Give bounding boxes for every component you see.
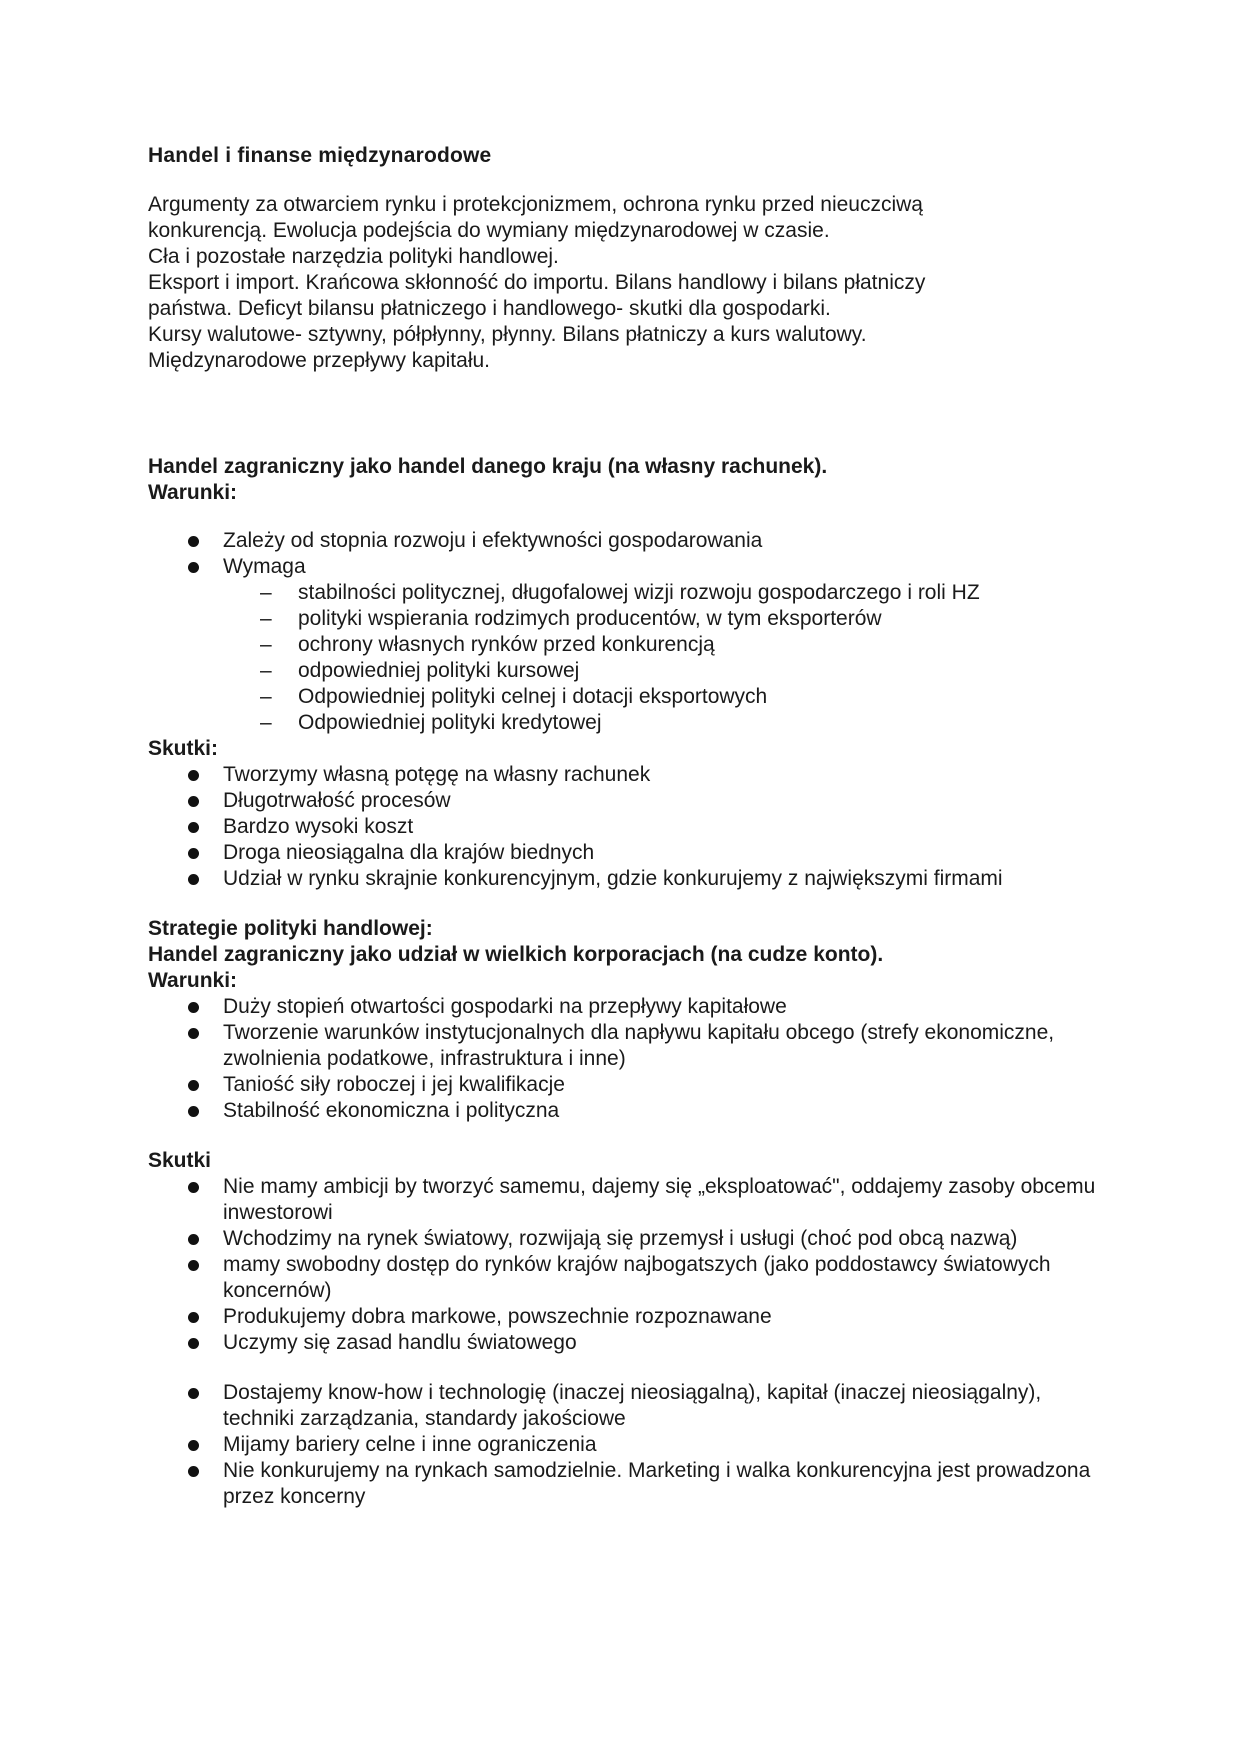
bullet-icon [188, 1312, 199, 1323]
document-page [148, 144, 1108, 1510]
bullet-icon [188, 822, 199, 833]
dash-icon: – [260, 633, 272, 656]
list-item: Tworzymy własną potęgę na własny rachunek [148, 762, 1108, 788]
list-item: Wchodzimy na rynek światowy, rozwijają się przemysł i usługi (choć pod obcą nazwą) [148, 1226, 1108, 1252]
list-item: Nie konkurujemy na rynkach samodzielnie. Marketing i walka konkurencyjna jest prowadzona przez koncerny [148, 1458, 1108, 1510]
intro-paragraph [148, 192, 1108, 374]
bullet-icon [188, 1182, 199, 1193]
list-item: – polityki wspierania rodzimych producentów, w tym eksporterów [260, 607, 882, 630]
bullet-icon [188, 1106, 199, 1117]
bullet-icon [188, 536, 199, 547]
list-item: Mijamy bariery celne i inne ograniczenia [148, 1432, 1108, 1458]
dash-icon: – [260, 607, 272, 630]
list-item: – Odpowiedniej polityki kredytowej [260, 711, 602, 734]
section1-effects-list [148, 762, 1108, 892]
list-item: – odpowiedniej polityki kursowej [260, 659, 580, 682]
bullet-icon [188, 1338, 199, 1349]
section2-conditions-list [148, 994, 1108, 1124]
section1-heading: Handel zagraniczny jako handel danego kraju (na własny rachunek). [148, 455, 828, 478]
section1-effects-label: Skutki: [148, 737, 219, 760]
section2-effects-list-a [148, 1174, 1108, 1356]
bullet-icon [188, 796, 199, 807]
strategies-label: Strategie polityki handlowej: [148, 917, 433, 940]
bullet-icon [188, 1440, 199, 1451]
intro-line: Międzynarodowe przepływy kapitału. [148, 349, 490, 372]
section1-requirements-list [148, 580, 1108, 736]
bullet-icon [188, 1260, 199, 1271]
bullet-icon [188, 874, 199, 885]
section2-conditions-label: Warunki: [148, 969, 238, 992]
list-item: – Odpowiedniej polityki celnej i dotacji eksportowych [260, 685, 768, 708]
intro-line: Eksport i import. Krańcowa skłonność do importu. Bilans handlowy i bilans płatniczy [148, 271, 926, 294]
section2-effects-label: Skutki [148, 1149, 212, 1172]
intro-line: konkurencją. Ewolucja podejścia do wymiany międzynarodowej w czasie. [148, 219, 830, 242]
list-item: Udział w rynku skrajnie konkurencyjnym, gdzie konkurujemy z największymi firmami [148, 866, 1108, 892]
section2-heading: Handel zagraniczny jako udział w wielkich korporacjach (na cudze konto). [148, 943, 884, 966]
bullet-icon [188, 1028, 199, 1039]
intro-line: państwa. Deficyt bilansu płatniczego i handlowego- skutki dla gospodarki. [148, 297, 831, 320]
bullet-icon [188, 1466, 199, 1477]
dash-icon: – [260, 659, 272, 682]
list-item: Bardzo wysoki koszt [148, 814, 1108, 840]
list-item: Duży stopień otwartości gospodarki na przepływy kapitałowe [148, 994, 1108, 1020]
bullet-icon [188, 1080, 199, 1091]
list-item: Taniość siły roboczej i jej kwalifikacje [148, 1072, 1108, 1098]
intro-line: Cła i pozostałe narzędzia polityki handlowej. [148, 245, 559, 268]
document-title: Handel i finanse międzynarodowe [148, 144, 492, 167]
list-item: Stabilność ekonomiczna i polityczna [148, 1098, 1108, 1124]
list-item: Długotrwałość procesów [148, 788, 1108, 814]
bullet-icon [188, 1234, 199, 1245]
list-item: Dostajemy know-how i technologię (inaczej nieosiągalną), kapitał (inaczej nieosiągalny), techniki zarządzania, standardy jakościowe [148, 1380, 1108, 1432]
dash-icon: – [260, 685, 272, 708]
section1-conditions-list [148, 528, 1108, 580]
bullet-icon [188, 1388, 199, 1399]
bullet-icon [188, 562, 199, 573]
bullet-icon [188, 770, 199, 781]
bullet-icon [188, 848, 199, 859]
list-item: Nie mamy ambicji by tworzyć samemu, dajemy się „eksploatować", oddajemy zasoby obcemu inwestorowi [148, 1174, 1108, 1226]
intro-line: Kursy walutowe- sztywny, półpłynny, płynny. Bilans płatniczy a kurs walutowy. [148, 323, 867, 346]
list-item: Produkujemy dobra markowe, powszechnie rozpoznawane [148, 1304, 1108, 1330]
section1-conditions-label: Warunki: [148, 481, 238, 504]
list-item: Wymaga [148, 554, 1108, 580]
section2-effects-list-b [148, 1380, 1108, 1510]
bullet-icon [188, 1002, 199, 1013]
list-item: Uczymy się zasad handlu światowego [148, 1330, 1108, 1356]
list-item: Zależy od stopnia rozwoju i efektywności gospodarowania [148, 528, 1108, 554]
dash-icon: – [260, 711, 272, 734]
list-item: Tworzenie warunków instytucjonalnych dla napływu kapitału obcego (strefy ekonomiczne, zwolnienia podatkowe, infrastruktura i inne) [148, 1020, 1108, 1072]
intro-line: Argumenty za otwarciem rynku i protekcjonizmem, ochrona rynku przed nieuczciwą [148, 193, 923, 216]
list-item: – stabilności politycznej, długofalowej wizji rozwoju gospodarczego i roli HZ [260, 581, 980, 604]
list-item: – ochrony własnych rynków przed konkurencją [260, 633, 715, 656]
dash-icon: – [260, 581, 272, 604]
list-item: mamy swobodny dostęp do rynków krajów najbogatszych (jako poddostawcy światowych koncernów) [148, 1252, 1108, 1304]
list-item: Droga nieosiągalna dla krajów biednych [148, 840, 1108, 866]
